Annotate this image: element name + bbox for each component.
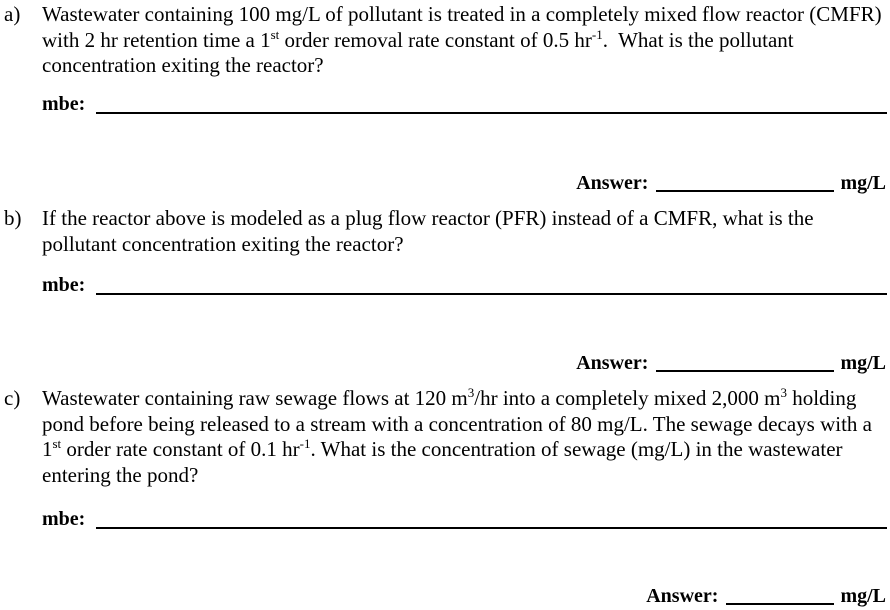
problem-c-text: Wastewater containing raw sewage flows at 120 $m^3/hr$ into a completely mixed 2,000 $m^3$ holding pond before being released to a stream with a concentration of 80 mg/L. The sewage decays with a 1st order rate constant of 0.1 $hr^{-1}$. What is the concentration of sewage (mg/L) in the wastewater entering the pond? <box>42 385 872 487</box>
problem-b-mbe-line <box>96 293 887 295</box>
problem-a-answer-label: Answer: <box>576 172 649 194</box>
problem-a-mbe-label: mbe: <box>42 93 86 115</box>
problem-b-mbe-label: mbe: <box>42 274 86 296</box>
problem-c-mbe-line <box>96 527 887 529</box>
problem-b-answer-blank <box>656 351 834 372</box>
problem-c-answer-row <box>646 584 886 610</box>
problem-a-mbe-row <box>42 92 887 118</box>
problem-c-label: c) <box>4 386 21 410</box>
problem-c-mbe-row <box>42 507 887 533</box>
problem-a-answer-unit: mg/L <box>840 172 886 194</box>
problem-a-text: Wastewater containing 100 mg/L of pollutant is treated in a completely mixed flow reactor (CMFR) with 2 hr retention time a 1st order removal rate constant of 0.5 $hr^{-1}$. What is the pollutant concentration exiting the reactor? <box>42 2 882 77</box>
problem-c-mbe-label: mbe: <box>42 508 86 530</box>
problem-b-text: If the reactor above is modeled as a plug flow reactor (PFR) instead of a CMFR, what is the pollutant concentration exiting the reactor? <box>42 206 814 256</box>
problem-a-answer-blank <box>656 171 834 192</box>
problem-a-mbe-line <box>96 112 887 114</box>
problem-c-answer-label: Answer: <box>646 585 719 607</box>
problem-c-answer-unit: mg/L <box>840 585 886 607</box>
problem-b-answer-label: Answer: <box>576 352 649 374</box>
problem-a-answer-row <box>576 171 886 197</box>
problem-b-answer-unit: mg/L <box>840 352 886 374</box>
problem-b-answer-row <box>576 351 886 377</box>
problem-a-label: a) <box>4 2 21 26</box>
problem-b-label: b) <box>4 206 22 230</box>
problem-c-answer-blank <box>726 584 834 605</box>
problem-b-mbe-row <box>42 273 887 299</box>
